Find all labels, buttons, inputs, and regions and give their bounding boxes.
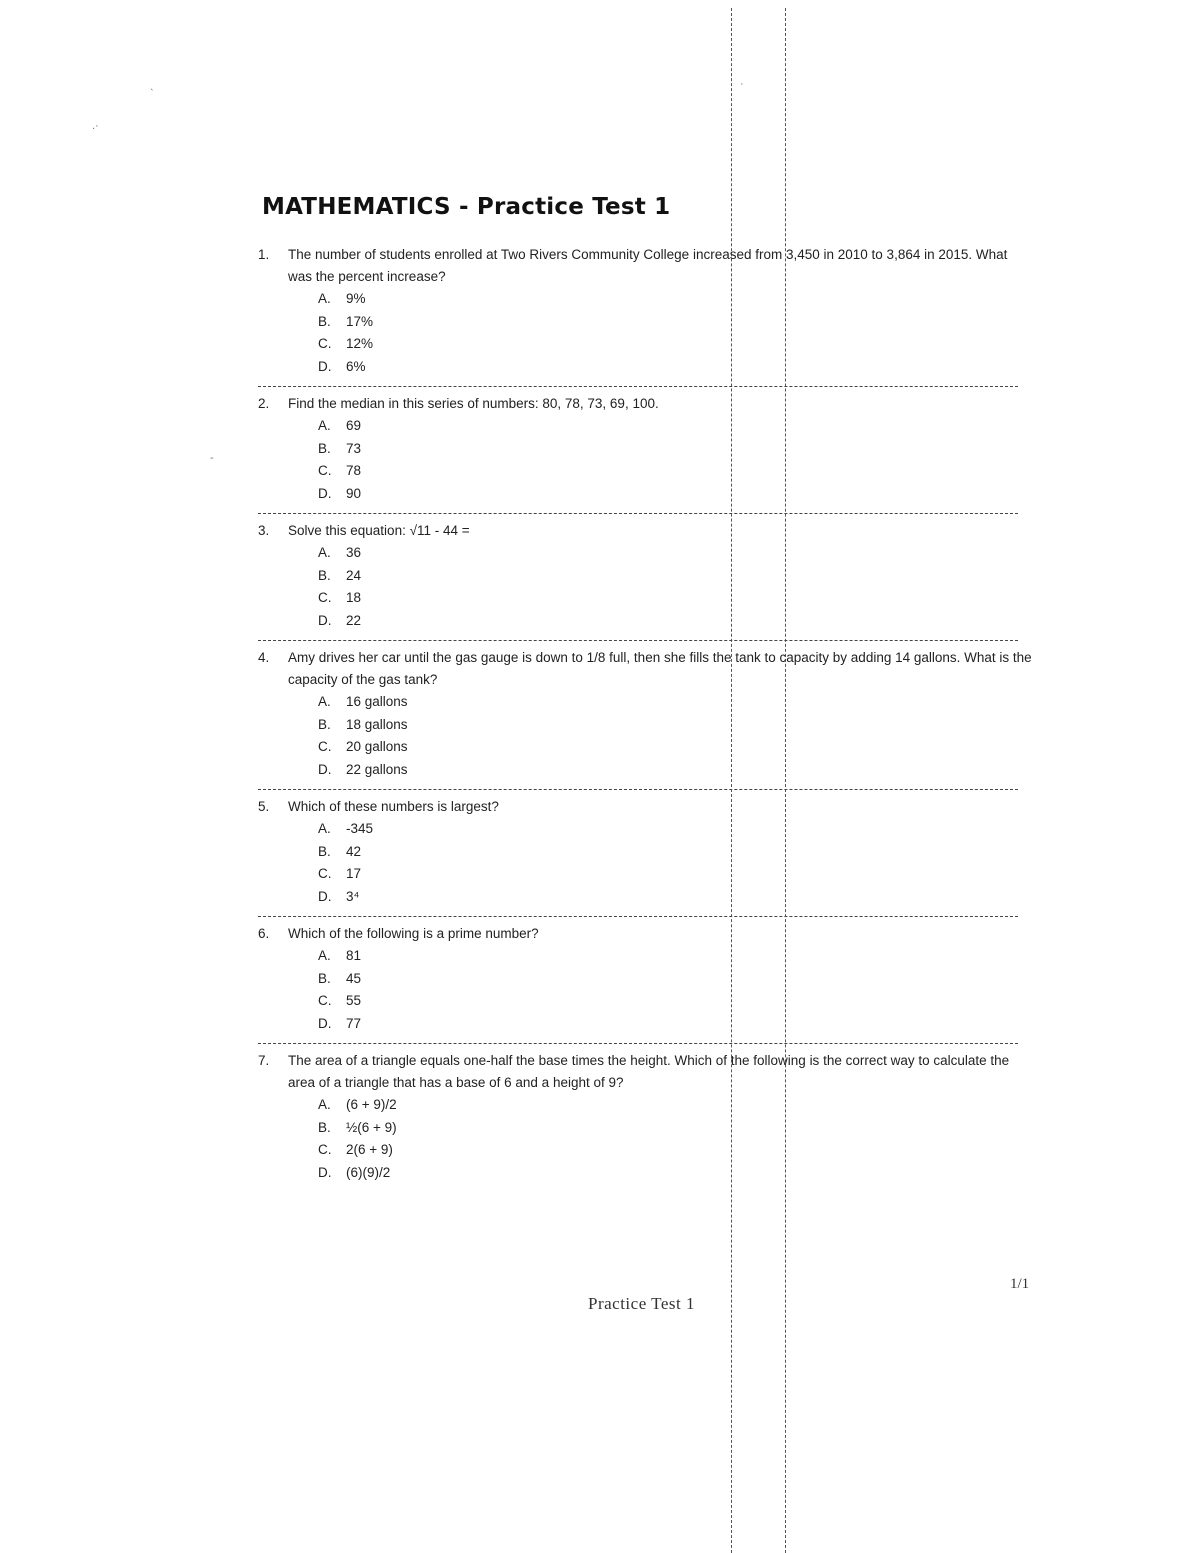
choice-letter: A.	[318, 821, 331, 836]
choice-text: 20 gallons	[346, 739, 408, 754]
choice-text: 78	[346, 463, 362, 478]
answer-choice	[318, 333, 1038, 356]
answer-choice	[318, 288, 1038, 311]
footer-label: Practice Test 1	[588, 1294, 696, 1313]
question-item	[258, 647, 1038, 790]
question-divider	[258, 916, 1018, 917]
choice-text: 55	[346, 993, 362, 1008]
choice-text: (6)(9)/2	[346, 1164, 391, 1180]
choice-text: 18 gallons	[346, 716, 408, 732]
answer-choice	[318, 483, 1038, 506]
answer-choices	[258, 691, 1038, 781]
question-stem	[258, 520, 1038, 542]
question-divider	[258, 386, 1018, 387]
question-divider	[258, 513, 1018, 514]
choice-letter: B.	[318, 970, 331, 986]
choice-text: 90	[346, 485, 362, 501]
answer-choice	[318, 438, 1038, 461]
answer-choice	[318, 818, 1038, 841]
answer-choice	[318, 415, 1038, 438]
choice-letter: C.	[318, 590, 332, 605]
answer-choice	[318, 736, 1038, 759]
question-stem	[258, 647, 1038, 691]
choice-text: 24	[346, 567, 362, 583]
answer-choice	[318, 610, 1038, 633]
choice-letter: C.	[318, 739, 332, 754]
choice-letter: B.	[318, 716, 331, 732]
question-number: 2.	[258, 396, 270, 411]
answer-choice	[318, 759, 1038, 782]
question-text: Which of these numbers is largest?	[288, 799, 499, 814]
question-text: Amy drives her car until the gas gauge is down to 1/8 full, then she fills the tank to capacity by adding 14 gallons. What is the capacity of the gas tank?	[288, 650, 1032, 687]
choice-letter: D.	[318, 761, 332, 777]
answer-choice	[318, 1117, 1038, 1140]
choice-letter: B.	[318, 567, 331, 583]
scan-speck: `	[150, 88, 154, 100]
answer-choices	[258, 415, 1038, 505]
choice-letter: B.	[318, 440, 331, 456]
choice-text: 73	[346, 440, 362, 456]
question-stem	[258, 244, 1038, 288]
question-number: 4.	[258, 650, 270, 665]
answer-choice	[318, 356, 1038, 379]
answer-choices	[258, 818, 1038, 908]
question-number: 3.	[258, 523, 270, 538]
choice-text: 22	[346, 612, 362, 628]
choice-letter: B.	[318, 843, 331, 859]
choice-text: 17	[346, 866, 362, 881]
question-stem	[258, 796, 1038, 818]
choice-text: (6 + 9)/2	[346, 1097, 397, 1112]
page-title: MATHEMATICS - Practice Test 1	[262, 194, 671, 220]
answer-choice	[318, 311, 1038, 334]
answer-choice	[318, 841, 1038, 864]
question-text: Which of the following is a prime number?	[288, 926, 539, 941]
choice-text: 45	[346, 970, 362, 986]
question-text: The number of students enrolled at Two Rivers Community College increased from 3,450 in 2010 to 3,864 in 2015. What was the percent increase?	[288, 247, 1008, 284]
page-number: 1/1	[1010, 1276, 1030, 1292]
choice-text: ½(6 + 9)	[346, 1119, 397, 1135]
choice-text: 3⁴	[346, 888, 360, 904]
question-stem	[258, 1050, 1038, 1094]
answer-choice	[318, 542, 1038, 565]
choice-letter: D.	[318, 1164, 332, 1180]
answer-choice	[318, 1094, 1038, 1117]
answer-choice	[318, 714, 1038, 737]
answer-choice	[318, 945, 1038, 968]
choice-letter: A.	[318, 694, 331, 709]
answer-choice	[318, 863, 1038, 886]
choice-text: 42	[346, 843, 362, 859]
choice-text: 6%	[346, 358, 366, 374]
scan-speck: ·	[740, 78, 744, 90]
question-number: 1.	[258, 247, 270, 262]
answer-choices	[258, 542, 1038, 632]
choice-letter: C.	[318, 463, 332, 478]
choice-letter: D.	[318, 1015, 332, 1031]
choice-letter: A.	[318, 545, 331, 560]
choice-text: 17%	[346, 313, 374, 329]
question-item	[258, 244, 1038, 387]
question-stem	[258, 923, 1038, 945]
choice-letter: D.	[318, 888, 332, 904]
question-item	[258, 393, 1038, 514]
answer-choice	[318, 565, 1038, 588]
answer-choice	[318, 460, 1038, 483]
choice-text: 12%	[346, 336, 374, 351]
choice-text: 36	[346, 545, 362, 560]
choice-text: 16 gallons	[346, 694, 408, 709]
question-stem	[258, 393, 1038, 415]
choice-letter: A.	[318, 948, 331, 963]
answer-choice	[318, 968, 1038, 991]
choice-text: 77	[346, 1015, 362, 1031]
choice-letter: C.	[318, 866, 332, 881]
answer-choices	[258, 1094, 1038, 1184]
choice-text: 81	[346, 948, 362, 963]
question-item	[258, 923, 1038, 1044]
choice-text: 69	[346, 418, 362, 433]
question-text: Solve this equation: √11 - 44 =	[288, 523, 470, 538]
question-list	[258, 244, 1038, 1184]
question-text: Find the median in this series of numbers: 80, 78, 73, 69, 100.	[288, 396, 659, 411]
question-divider	[258, 640, 1018, 641]
answer-choice	[318, 691, 1038, 714]
question-number: 6.	[258, 926, 270, 941]
question-text: The area of a triangle equals one-half the base times the height. Which of the following is the correct way to calculate the area of a triangle that has a base of 6 and a height of 9?	[288, 1053, 1010, 1090]
answer-choice	[318, 1139, 1038, 1162]
choice-text: 18	[346, 590, 362, 605]
choice-letter: D.	[318, 485, 332, 501]
choice-letter: C.	[318, 336, 332, 351]
choice-text: 9%	[346, 291, 366, 306]
choice-text: 22 gallons	[346, 761, 408, 777]
answer-choices	[258, 288, 1038, 378]
choice-letter: C.	[318, 1142, 332, 1157]
question-divider	[258, 1043, 1018, 1044]
answer-choice	[318, 990, 1038, 1013]
question-divider	[258, 789, 1018, 790]
scan-speck: -	[210, 452, 214, 464]
choice-text: -345	[346, 821, 374, 836]
choice-letter: D.	[318, 358, 332, 374]
answer-choices	[258, 945, 1038, 1035]
choice-letter: D.	[318, 612, 332, 628]
answer-choice	[318, 1162, 1038, 1185]
scan-speck: .·	[92, 120, 99, 132]
answer-choice	[318, 886, 1038, 909]
choice-letter: A.	[318, 1097, 331, 1112]
choice-letter: A.	[318, 418, 331, 433]
choice-letter: C.	[318, 993, 332, 1008]
answer-choice	[318, 587, 1038, 610]
question-item	[258, 796, 1038, 917]
question-number: 5.	[258, 799, 270, 814]
question-item	[258, 1050, 1038, 1184]
question-item	[258, 520, 1038, 641]
answer-choice	[318, 1013, 1038, 1036]
question-number: 7.	[258, 1053, 270, 1068]
choice-letter: B.	[318, 1119, 331, 1135]
choice-text: 2(6 + 9)	[346, 1142, 393, 1157]
choice-letter: B.	[318, 313, 331, 329]
choice-letter: A.	[318, 291, 331, 306]
